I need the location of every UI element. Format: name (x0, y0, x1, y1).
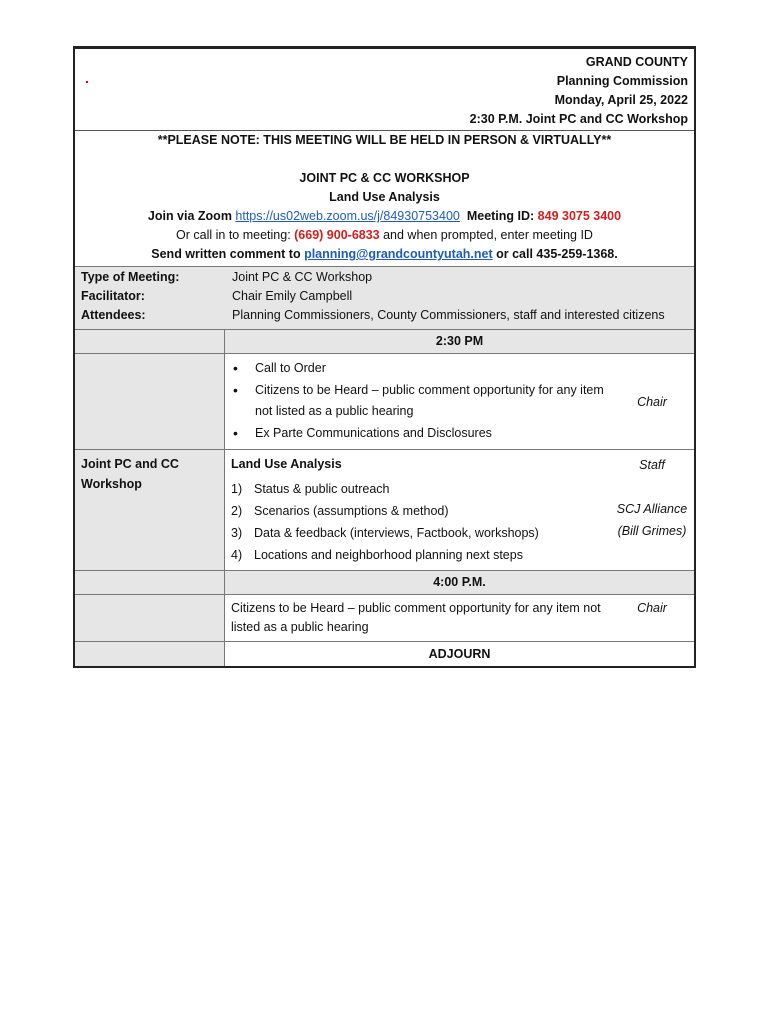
comment-email-link[interactable]: planning@grandcountyutah.net (304, 247, 493, 261)
call-number: (669) 900-6833 (294, 228, 380, 242)
workshop-list (231, 478, 604, 566)
meta-facilitator-row (81, 287, 688, 306)
list-item: • Citizens to be Heard – public comment opportunity for any item not listed as a public hearing (231, 380, 604, 422)
opening-row (75, 354, 694, 450)
item-text: Status & public outreach (254, 482, 390, 496)
opening-left (75, 354, 225, 449)
item-number: 2) (231, 504, 243, 518)
meta-type-row (81, 268, 688, 287)
time-row-1 (75, 330, 694, 354)
meeting-time-title: 2:30 P.M. Joint PC and CC Workshop (469, 112, 688, 126)
meeting-id: 849 3075 3400 (537, 209, 622, 223)
presenter-label: Chair (637, 394, 667, 409)
opening-presenter (610, 354, 694, 449)
item-text: Data & feedback (interviews, Factbook, workshops) (254, 526, 539, 540)
type-value: Joint PC & CC Workshop (232, 270, 373, 284)
meeting-date: Monday, April 25, 2022 (554, 93, 688, 107)
adjourn-label: ADJOURN (225, 642, 694, 666)
meeting-meta (75, 267, 694, 330)
list-item (231, 478, 604, 500)
presenter-consultant: SCJ Alliance (Bill Grimes) (616, 502, 688, 538)
time-label: 4:00 P.M. (433, 575, 486, 589)
intro-block (75, 131, 694, 267)
item-number: 3) (231, 526, 243, 540)
closing-row (75, 595, 694, 642)
list-item (231, 522, 604, 544)
type-label: Type of Meeting: (81, 270, 180, 284)
attendees-value: Planning Commissioners, County Commissioners, staff and interested citizens (232, 308, 665, 322)
call-suffix: and when prompted, enter meeting ID (379, 228, 593, 242)
list-item (231, 500, 604, 522)
zoom-line (75, 207, 694, 226)
time-row-left (75, 330, 225, 353)
workshop-heading: Land Use Analysis (231, 457, 342, 471)
item-text: Scenarios (assumptions & method) (254, 504, 449, 518)
list-item (231, 544, 604, 566)
marker-dot: . (85, 70, 89, 86)
opening-list (231, 358, 604, 444)
agenda-header (75, 49, 694, 131)
commission-name: Planning Commission (556, 74, 688, 88)
agenda-table (73, 46, 696, 668)
workshop-row (75, 450, 694, 571)
list-item: • Call to Order (231, 358, 604, 379)
closing-text: Citizens to be Heard – public comment opportunity for any item not listed as a public hearing (231, 601, 601, 634)
adjourn-left (75, 642, 225, 666)
workshop-items (225, 450, 610, 570)
adjourn-row (75, 642, 694, 666)
time-row-2 (75, 571, 694, 595)
attendees-label: Attendees: (81, 308, 146, 322)
item-text: Locations and neighborhood planning next steps (254, 548, 523, 562)
comment-suffix: or call 435-259-1368. (492, 247, 618, 261)
notice: **PLEASE NOTE: THIS MEETING WILL BE HELD IN PERSON & VIRTUALLY** (157, 133, 612, 147)
workshop-presenters (610, 450, 694, 570)
time-label: 2:30 PM (435, 334, 484, 348)
workshop-title: JOINT PC & CC WORKSHOP (299, 171, 470, 185)
comment-prefix: Send written comment to (151, 247, 305, 261)
workshop-label: Joint PC and CC Workshop (75, 450, 225, 570)
meeting-id-label: Meeting ID: (466, 209, 538, 223)
call-line (75, 226, 694, 245)
org-name: GRAND COUNTY (585, 55, 688, 69)
opening-items (225, 354, 610, 449)
meta-attendees-row (81, 306, 688, 325)
comment-line (75, 245, 694, 264)
closing-presenter: Chair (637, 601, 667, 615)
zoom-link[interactable]: https://us02web.zoom.us/j/84930753400 (235, 209, 460, 223)
presenter-staff: Staff (639, 458, 665, 472)
facilitator-label: Facilitator: (81, 289, 145, 303)
workshop-subtitle: Land Use Analysis (329, 190, 440, 204)
time-row-left (75, 571, 225, 594)
list-item: • Ex Parte Communications and Disclosures (231, 423, 604, 444)
facilitator-value: Chair Emily Campbell (232, 289, 353, 303)
zoom-prefix: Join via Zoom (147, 209, 236, 223)
closing-left (75, 595, 225, 641)
item-number: 4) (231, 548, 243, 562)
call-prefix: Or call in to meeting: (176, 228, 295, 242)
item-number: 1) (231, 482, 243, 496)
